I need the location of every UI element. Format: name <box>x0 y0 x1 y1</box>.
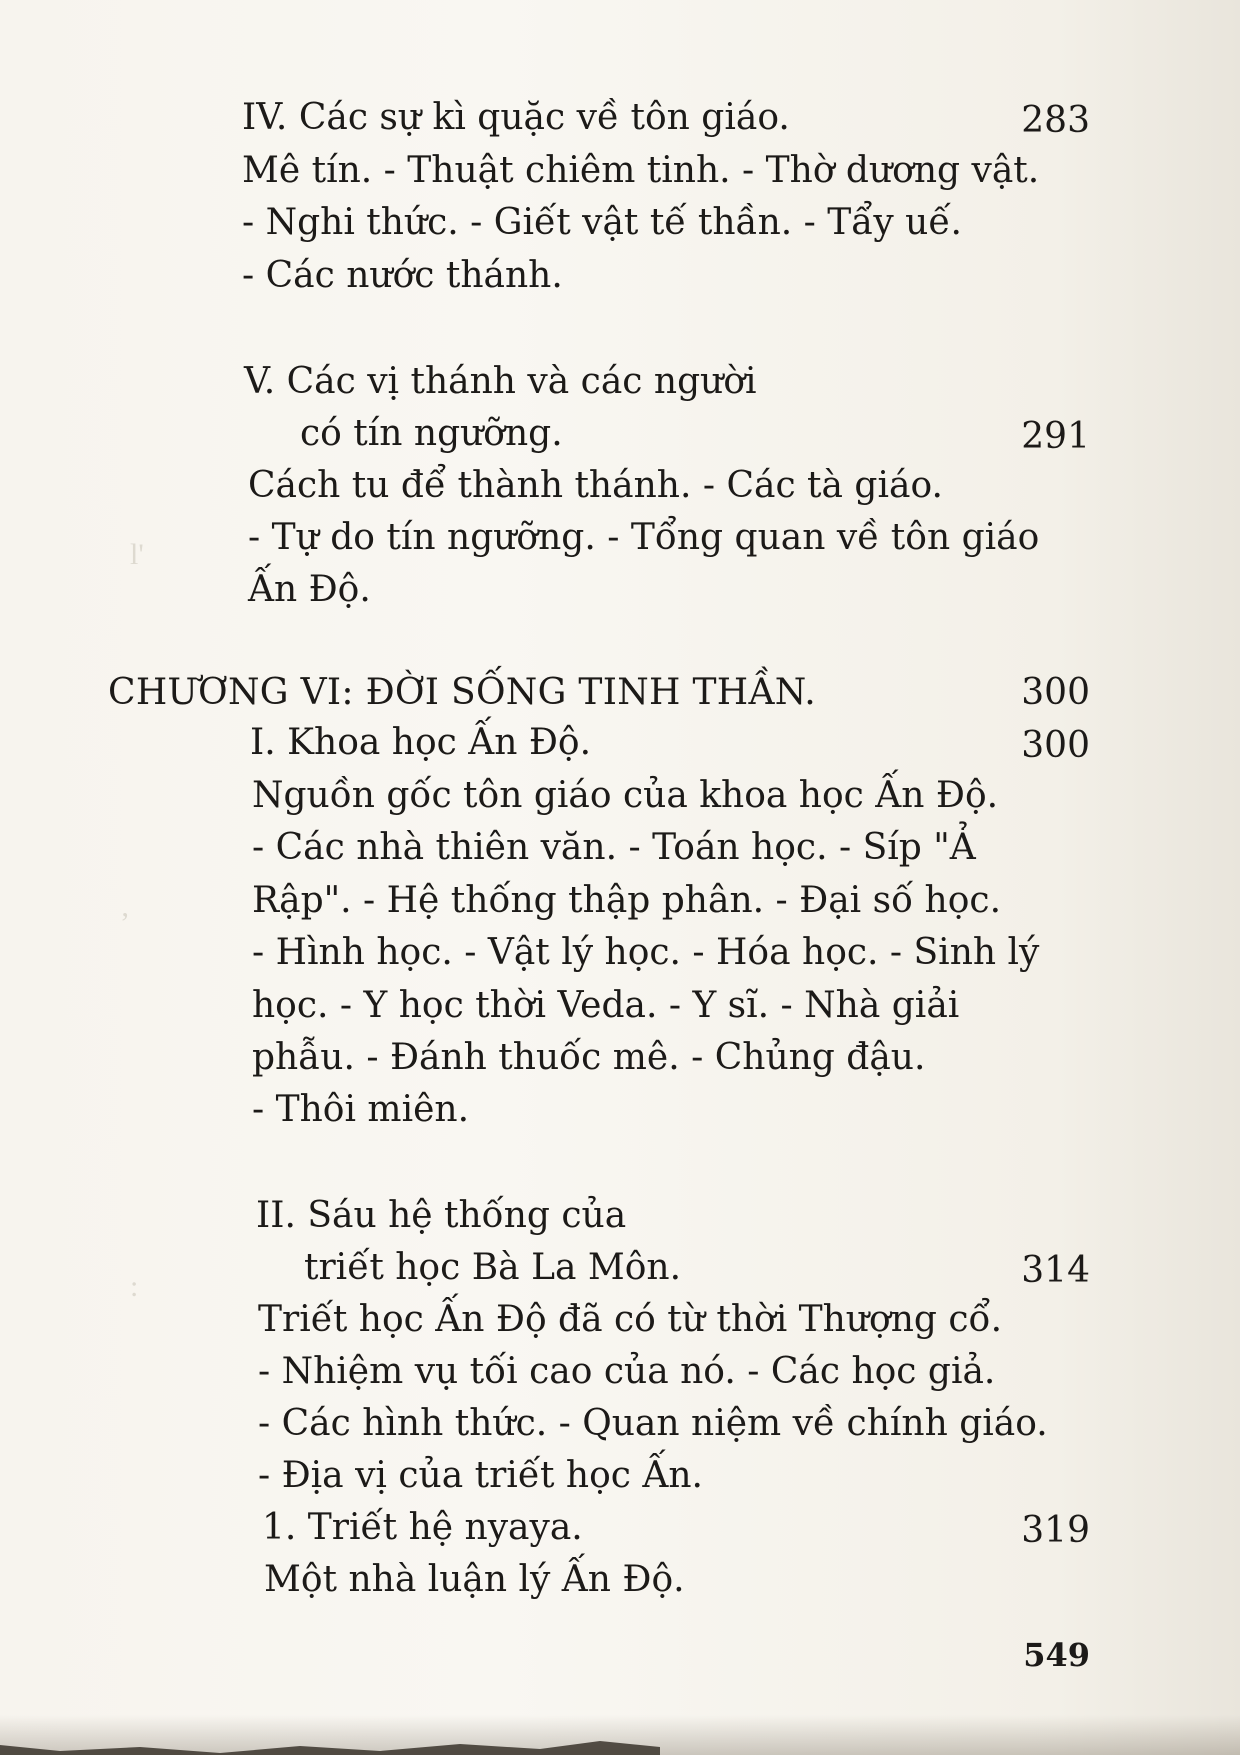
subsection-line: - Các nhà thiên văn. - Toán học. - Síp "Ả <box>252 827 976 868</box>
page-number: 283 <box>1021 100 1090 141</box>
section-heading-continued: có tín ngưỡng. <box>300 413 563 454</box>
section-line: - Các nước thánh. <box>242 255 563 296</box>
subsection-line: học. - Y học thời Veda. - Y sĩ. - Nhà giải <box>252 985 960 1026</box>
subsection-heading: II. Sáu hệ thống của <box>256 1195 627 1236</box>
subsection-heading: I. Khoa học Ấn Độ. <box>250 722 592 763</box>
subsection-line: - Thôi miên. <box>252 1089 470 1130</box>
section-line: Cách tu để thành thánh. - Các tà giáo. <box>248 465 943 506</box>
bleed-through-mark: : <box>130 1270 139 1303</box>
subsection-line: - Địa vị của triết học Ấn. <box>258 1455 703 1496</box>
page-number: 319 <box>1021 1510 1090 1551</box>
subsection-line: Nguồn gốc tôn giáo của khoa học Ấn Độ. <box>252 775 999 816</box>
subsection-heading: 1. Triết hệ nyaya. <box>262 1507 583 1548</box>
section-line: Ấn Độ. <box>248 569 371 610</box>
bleed-through-mark: l' <box>130 538 144 571</box>
section-line: - Nghi thức. - Giết vật tế thần. - Tẩy uế. <box>242 202 962 243</box>
subsection-line: Rập". - Hệ thống thập phân. - Đại số học. <box>252 880 1002 921</box>
chapter-title: CHƯƠNG VI: ĐỜI SỐNG TINH THẦN. <box>108 672 817 713</box>
subsection-heading-continued: triết học Bà La Môn. <box>304 1247 682 1288</box>
chapter-page-number: 300 <box>1021 672 1090 713</box>
page-number: 291 <box>1021 416 1090 457</box>
section-heading: IV. Các sự kì quặc về tôn giáo. <box>242 97 790 138</box>
section-line: - Tự do tín ngưỡng. - Tổng quan về tôn giáo <box>248 517 1040 558</box>
subsection-line: - Hình học. - Vật lý học. - Hóa học. - Sinh lý <box>252 932 1040 973</box>
subsection-line: - Nhiệm vụ tối cao của nó. - Các học giả. <box>258 1351 996 1392</box>
torn-edge-icon <box>0 1727 660 1755</box>
section-line: Mê tín. - Thuật chiêm tinh. - Thờ dương vật. <box>242 150 1040 191</box>
subsection-line: phẫu. - Đánh thuốc mê. - Chủng đậu. <box>252 1037 926 1078</box>
subsection-line: Một nhà luận lý Ấn Độ. <box>264 1559 685 1600</box>
section-heading: V. Các vị thánh và các người <box>244 361 757 402</box>
folio-page-number: 549 <box>1023 1636 1090 1674</box>
subsection-line: Triết học Ấn Độ đã có từ thời Thượng cổ. <box>258 1299 1003 1340</box>
page-number: 314 <box>1021 1250 1090 1291</box>
page-number: 300 <box>1021 725 1090 766</box>
bleed-through-mark: ‚ <box>120 890 130 923</box>
subsection-line: - Các hình thức. - Quan niệm về chính giáo. <box>258 1403 1048 1444</box>
